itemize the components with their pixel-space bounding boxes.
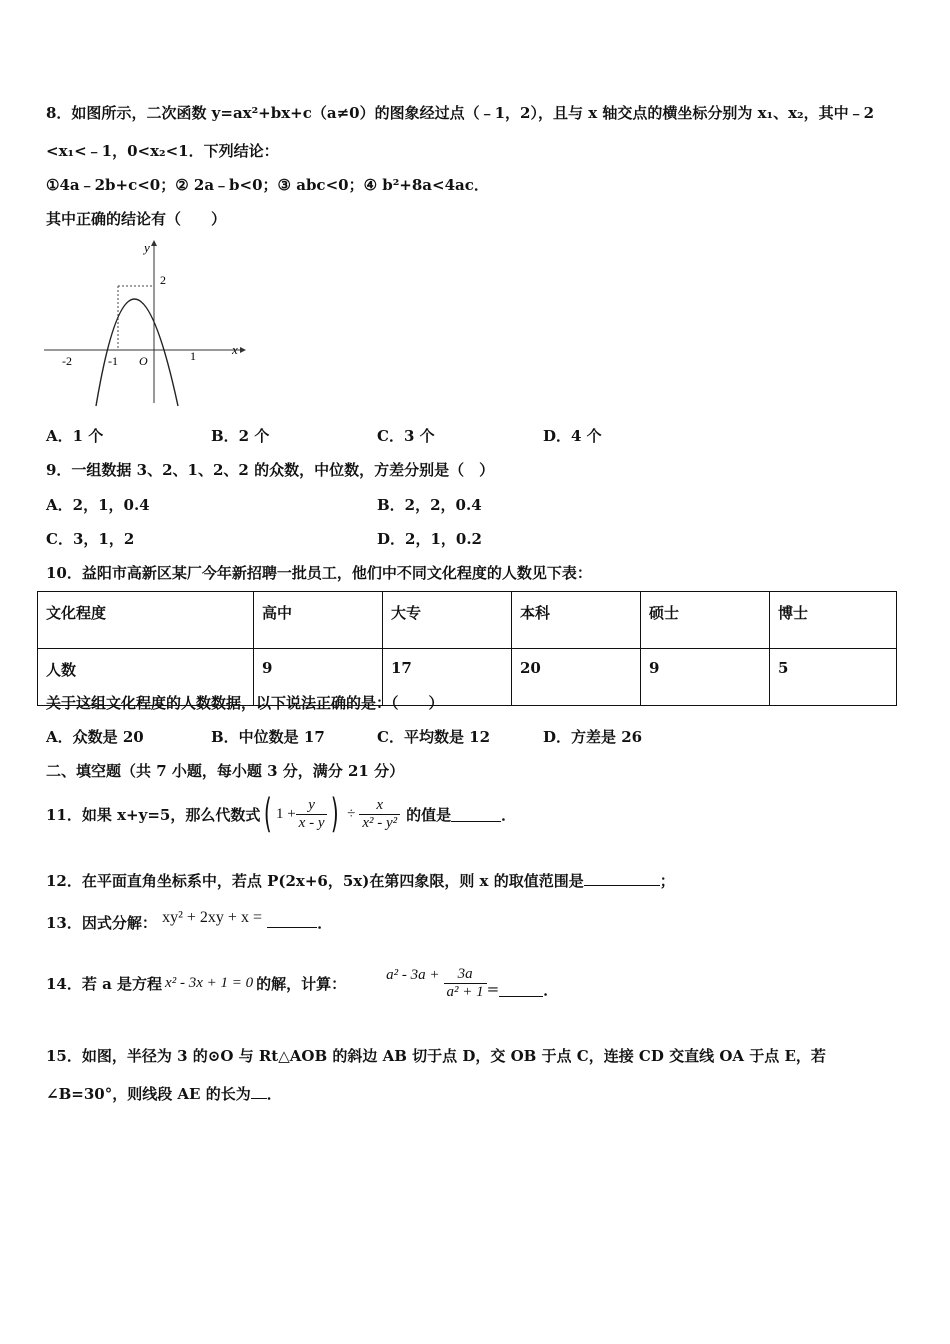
q8-option-c: C．3 个	[377, 427, 435, 445]
tick-neg1: -1	[108, 354, 118, 368]
q15-answer-blank[interactable]	[251, 1084, 267, 1099]
q13-answer-blank[interactable]	[267, 913, 317, 928]
q14-frac-num: 3a	[444, 966, 487, 984]
q10-option-d: D．方差是 26	[543, 728, 643, 746]
q12-answer-blank[interactable]	[584, 871, 660, 886]
q14-equals: =	[486, 980, 500, 998]
q14-mid: 的解，计算：	[256, 974, 347, 993]
q14-prefix: 14．若 a 是方程	[46, 974, 163, 993]
point-label-2: 2	[160, 273, 166, 287]
tick-neg2: -2	[62, 354, 72, 368]
table-cell: 9	[254, 649, 383, 706]
table-cell: 大专	[383, 592, 512, 649]
x-axis-arrow	[240, 347, 246, 353]
q10-option-a: A．众数是 20	[46, 728, 144, 746]
table-cell: 5	[770, 649, 897, 706]
q15-line1: 15．如图，半径为 3 的⊙O 与 Rt△AOB 的斜边 AB 切于点 D，交 OB 于点 C，连接 CD 交直线 OA 于点 E，若	[46, 1047, 826, 1065]
q9-option-c: C．3，1，2	[46, 530, 135, 548]
section-2-heading: 二、填空题（共 7 小题，每小题 3 分，满分 21 分）	[46, 762, 405, 780]
q8-option-d: D．4 个	[543, 427, 602, 445]
q9-stem: 9．一组数据 3、2、1、2、2 的众数，中位数，方差分别是（ ）	[46, 461, 495, 479]
q10-stem: 10．益阳市高新区某厂今年新招聘一批员工，他们中不同文化程度的人数见下表：	[46, 564, 592, 582]
q11-frac1-num: y	[296, 797, 328, 815]
q11-left-paren: (	[264, 791, 273, 837]
q9-option-d: D．2，1，0.2	[377, 530, 482, 548]
q11-one-plus: 1 +	[275, 805, 296, 822]
tick-1: 1	[190, 349, 196, 363]
q8-prompt: 其中正确的结论有（ ）	[46, 210, 227, 228]
q15-line2-wrap	[46, 1083, 282, 1104]
q8-line1: 8．如图所示，二次函数 y=ax²+bx+c（a≠0）的图象经过点（﹣1，2），且与 x 轴交点的横坐标分别为 x₁、x₂，其中﹣2	[46, 104, 875, 122]
q11-frac1-den: x - y	[298, 814, 325, 831]
q10-option-b: B．中位数是 17	[211, 728, 325, 746]
q8-option-a: A．1 个	[46, 427, 104, 445]
q11	[46, 788, 516, 840]
table-cell: 文化程度	[38, 592, 254, 649]
x-label: x	[232, 342, 238, 357]
table-cell: 高中	[254, 592, 383, 649]
q12-text: 12．在平面直角坐标系中，若点 P(2x+6，5x)在第四象限，则 x 的取值范围是	[46, 872, 584, 890]
q9-option-a: A．2，1，0.4	[46, 496, 150, 514]
q8-parabola-graph	[44, 238, 246, 408]
q13	[46, 909, 333, 933]
q11-frac2-den: x² - y²	[362, 814, 398, 831]
q14-expression: a² - 3a +	[386, 966, 440, 983]
q8-option-b: B．2 个	[211, 427, 270, 445]
q11-right-paren: )	[331, 791, 340, 837]
q14-equation: x² - 3x + 1 = 0	[165, 974, 254, 991]
y-label: y	[144, 240, 150, 255]
q13-period: ．	[317, 914, 333, 932]
q14-period: ．	[543, 980, 559, 999]
q10-after: 关于这组文化程度的人数数据，以下说法正确的是：（ ）	[46, 694, 444, 712]
parabola-curve	[96, 299, 178, 406]
q8-line2: <x₁<﹣1，0<x₂<1．下列结论：	[46, 142, 279, 160]
q11-prefix: 11．如果 x+y=5，那么代数式	[46, 805, 261, 824]
q11-frac2-num: x	[359, 797, 400, 815]
q11-suffix: 的值是	[406, 805, 452, 824]
table-cell: 硕士	[641, 592, 770, 649]
q14-answer-blank[interactable]	[499, 982, 543, 997]
q15-period: ．	[266, 1085, 282, 1103]
q15-line2: ∠B=30°，则线段 AE 的长为	[46, 1085, 251, 1103]
table-cell: 17	[383, 649, 512, 706]
q11-fraction-1	[296, 797, 328, 832]
q13-prefix: 13．因式分解：	[46, 914, 157, 932]
table-cell: 博士	[770, 592, 897, 649]
q14-frac-den: a² + 1	[446, 983, 484, 1000]
q11-fraction-2	[359, 797, 400, 832]
q13-expression: xy² + 2xy + x =	[162, 909, 262, 926]
q12-end: ；	[659, 872, 675, 890]
q11-period: ．	[501, 805, 517, 824]
q11-answer-blank[interactable]	[451, 807, 501, 822]
y-axis-arrow	[151, 240, 157, 246]
q11-divide: ÷	[347, 805, 356, 822]
table-cell: 人数	[38, 649, 254, 706]
table-row	[38, 592, 897, 649]
q10-option-c: C．平均数是 12	[377, 728, 491, 746]
q12	[46, 870, 675, 891]
q8-conclusions: ①4a﹣2b+c<0；② 2a﹣b<0；③ abc<0；④ b²+8a<4ac．	[46, 176, 489, 194]
table-cell: 本科	[512, 592, 641, 649]
q9-option-b: B．2，2，0.4	[377, 496, 482, 514]
q14-fraction	[444, 966, 487, 1001]
q14	[46, 960, 558, 1006]
table-cell: 20	[512, 649, 641, 706]
education-table	[37, 591, 897, 706]
origin-label: O	[139, 354, 148, 368]
table-cell: 9	[641, 649, 770, 706]
